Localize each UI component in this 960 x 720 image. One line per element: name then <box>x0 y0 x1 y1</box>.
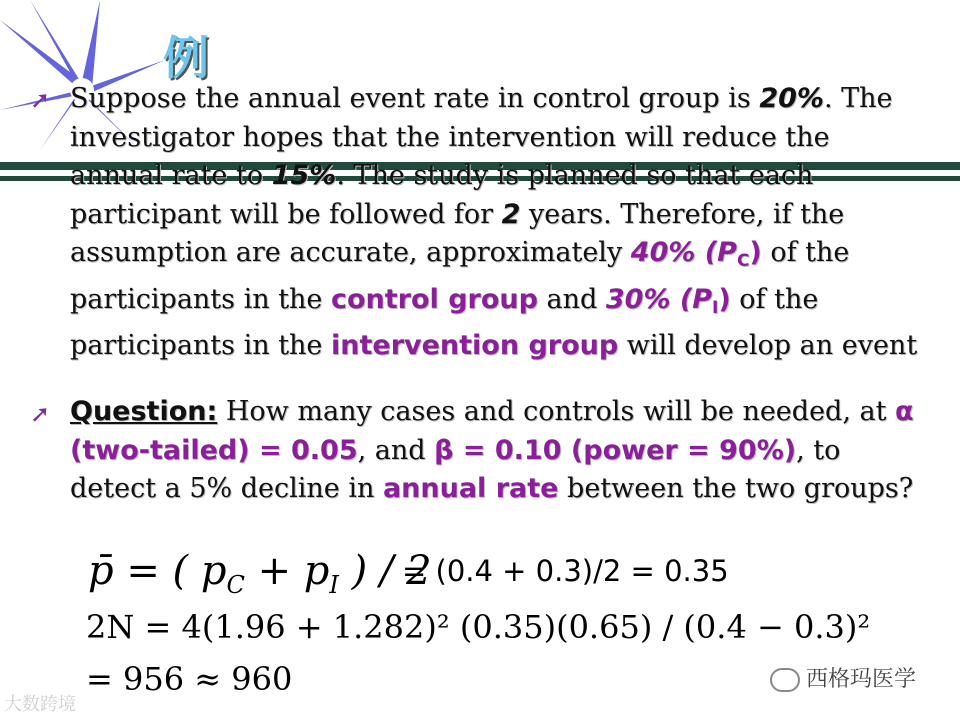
watermark-right-text: 西格玛医学 <box>806 667 917 692</box>
formula-part: ) / 2 <box>338 548 432 594</box>
term-annual-rate: annual rate <box>382 473 559 504</box>
formula-mean-p <box>88 548 432 599</box>
text-segment: between the two groups? <box>558 473 914 504</box>
text-segment: . The study is planned so that each participant will be followed for <box>70 160 814 230</box>
formula-mean-p-result: = (0.4 + 0.3)/2 = 0.35 <box>402 554 729 588</box>
text-segment: of the participants in the <box>70 237 850 315</box>
formula-result: = 956 ≈ 960 <box>86 660 293 698</box>
paragraph-assumptions <box>70 80 930 366</box>
text-segment: . The investigator hopes that the intervention will reduce the annual rate to <box>70 83 893 191</box>
text-segment: of the participants in the <box>70 283 819 361</box>
value-target-rate: 15% <box>271 160 337 191</box>
text-segment: years. Therefore, if the assumption are accurate, approximately <box>70 198 845 268</box>
bullet-arrow-icon: ➚ <box>30 86 51 114</box>
text-segment: will develop an event <box>618 330 918 361</box>
formula-sample-size: 2N = 4(1.96 + 1.282)² (0.35)(0.65) / (0.4 − 0.3)² <box>86 608 871 646</box>
text-segment: and <box>537 283 606 315</box>
value-years: 2 <box>501 198 521 230</box>
watermark-left: 大数跨境 <box>4 694 76 715</box>
slide-title: 例 <box>163 31 209 85</box>
wechat-icon <box>770 668 800 692</box>
paragraph-question <box>70 393 930 509</box>
value-pc: 40% (P <box>630 237 737 268</box>
formula-part: + p <box>244 548 330 594</box>
value-pi: 30% (P <box>605 283 713 315</box>
beta-value: β = 0.10 (power = 90%) <box>434 434 797 466</box>
bullet-arrow-icon: ➚ <box>30 400 51 428</box>
text-segment: , to detect a 5% decline in <box>70 434 841 504</box>
value-control-rate: 20% <box>759 83 824 114</box>
question-label: Question: <box>70 396 218 427</box>
formula-subscript: I <box>329 571 339 599</box>
formula-part: p̄ = ( p <box>88 548 227 594</box>
text-segment: ) <box>718 283 731 315</box>
term-control-group: control group <box>331 283 538 315</box>
alpha-value: α (two-tailed) = 0.05 <box>70 396 914 466</box>
text-segment: How many cases and controls will be needed, at <box>217 396 896 427</box>
formula-subscript: C <box>226 571 245 599</box>
text-segment: ) <box>749 237 762 268</box>
subscript-c: C <box>736 251 750 271</box>
subscript-i: I <box>712 297 719 318</box>
text-segment: Suppose the annual event rate in control group is <box>70 83 760 114</box>
term-intervention-group: intervention group <box>331 330 619 361</box>
watermark-right <box>770 662 916 693</box>
text-segment: , and <box>357 434 435 466</box>
